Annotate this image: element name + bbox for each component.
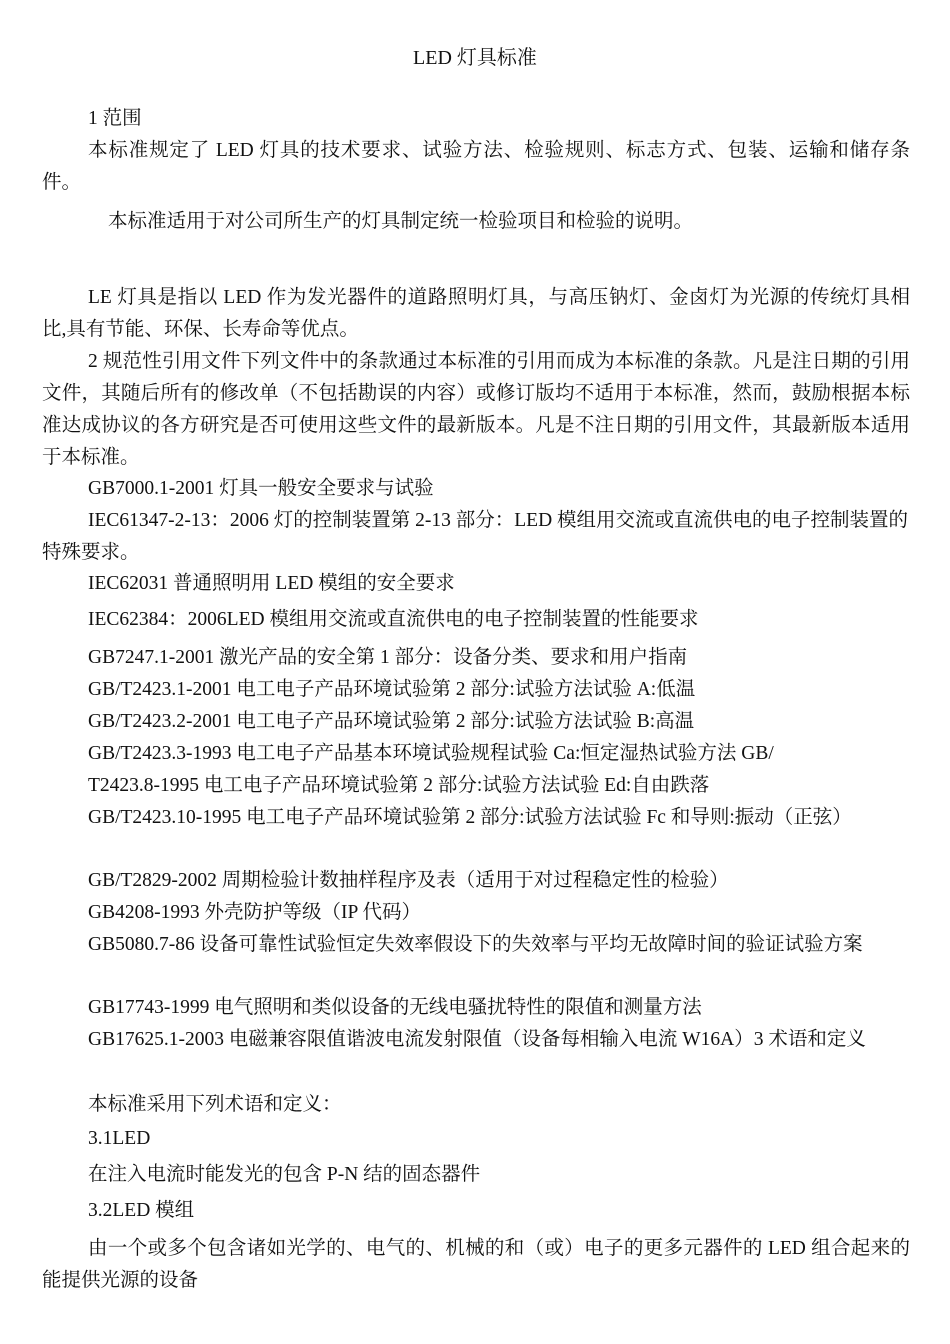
- reference-item: GB7247.1-2001 激光产品的安全第 1 部分：设备分类、要求和用户指南: [88, 647, 688, 668]
- reference-item: IEC62384：2006LED 模组用交流或直流供电的电子控制装置的性能要求: [88, 609, 699, 630]
- reference-item: GB/T2829-2002 周期检验计数抽样程序及表（适用于对过程稳定性的检验）: [88, 870, 729, 891]
- section-heading-normative-references: 2 规范性引用文件下列文件中的条款通过本标准的引用而成为本标准的条款。凡是注日期的引用文件，其随后所有的修改单（不包括勘误的内容）或修订版均不适用于本标准，然而，鼓励根据本标准达成协议的各方研究是否可使用这些文件的最新版本。凡是不注日期的引用文件，其最新版本适用于本标准。: [42, 351, 910, 468]
- reference-item: IEC61347-2-13：2006 灯的控制装置第 2-13 部分：LED 模组用交流或直流供电的电子控制装置的特殊要求。: [42, 510, 909, 563]
- section-heading-scope: 1 范围: [88, 108, 142, 129]
- term-definition: 由一个或多个包含诸如光学的、电气的、机械的和（或）电子的更多元器件的 LED 组合起来的能提供光源的设备: [42, 1238, 910, 1291]
- term-heading: 3.1LED: [88, 1128, 151, 1149]
- term-heading: 3.2LED 模组: [88, 1200, 195, 1221]
- reference-item: GB/T2423.10-1995 电工电子产品环境试验第 2 部分:试验方法试验 Fc 和导则:振动（正弦）: [88, 807, 852, 828]
- paragraph: 本标准适用于对公司所生产的灯具制定统一检验项目和检验的说明。: [108, 211, 694, 232]
- paragraph: LE 灯具是指以 LED 作为发光器件的道路照明灯具，与高压钠灯、金卤灯为光源的传统灯具相比,具有节能、环保、长寿命等优点。: [42, 287, 910, 340]
- reference-item: GB17743-1999 电气照明和类似设备的无线电骚扰特性的限值和测量方法: [88, 997, 702, 1018]
- reference-item: GB/T2423.2-2001 电工电子产品环境试验第 2 部分:试验方法试验 B:高温: [88, 711, 695, 732]
- paragraph: 本标准采用下列术语和定义：: [88, 1094, 342, 1115]
- document-title: LED 灯具标准: [413, 47, 537, 69]
- reference-item: GB/T2423.1-2001 电工电子产品环境试验第 2 部分:试验方法试验 A:低温: [88, 679, 696, 700]
- reference-item: GB5080.7-86 设备可靠性试验恒定失效率假设下的失效率与平均无故障时间的验证试验方案: [88, 934, 863, 955]
- paragraph: 本标准规定了 LED 灯具的技术要求、试验方法、检验规则、标志方式、包装、运输和储存条件。: [42, 140, 910, 193]
- reference-item: IEC62031 普通照明用 LED 模组的安全要求: [88, 573, 455, 594]
- reference-item: GB4208-1993 外壳防护等级（IP 代码）: [88, 902, 421, 923]
- reference-item: GB17625.1-2003 电磁兼容限值谐波电流发射限值（设备每相输入电流 W16A）3 术语和定义: [88, 1029, 866, 1050]
- term-definition: 在注入电流时能发光的包含 P-N 结的固态器件: [88, 1164, 481, 1185]
- reference-item: GB/T2423.3-1993 电工电子产品基本环境试验规程试验 Ca:恒定湿热试验方法 GB/: [88, 743, 774, 764]
- reference-item: T2423.8-1995 电工电子产品环境试验第 2 部分:试验方法试验 Ed:自由跌落: [88, 775, 710, 796]
- reference-item: GB7000.1-2001 灯具一般安全要求与试验: [88, 478, 434, 499]
